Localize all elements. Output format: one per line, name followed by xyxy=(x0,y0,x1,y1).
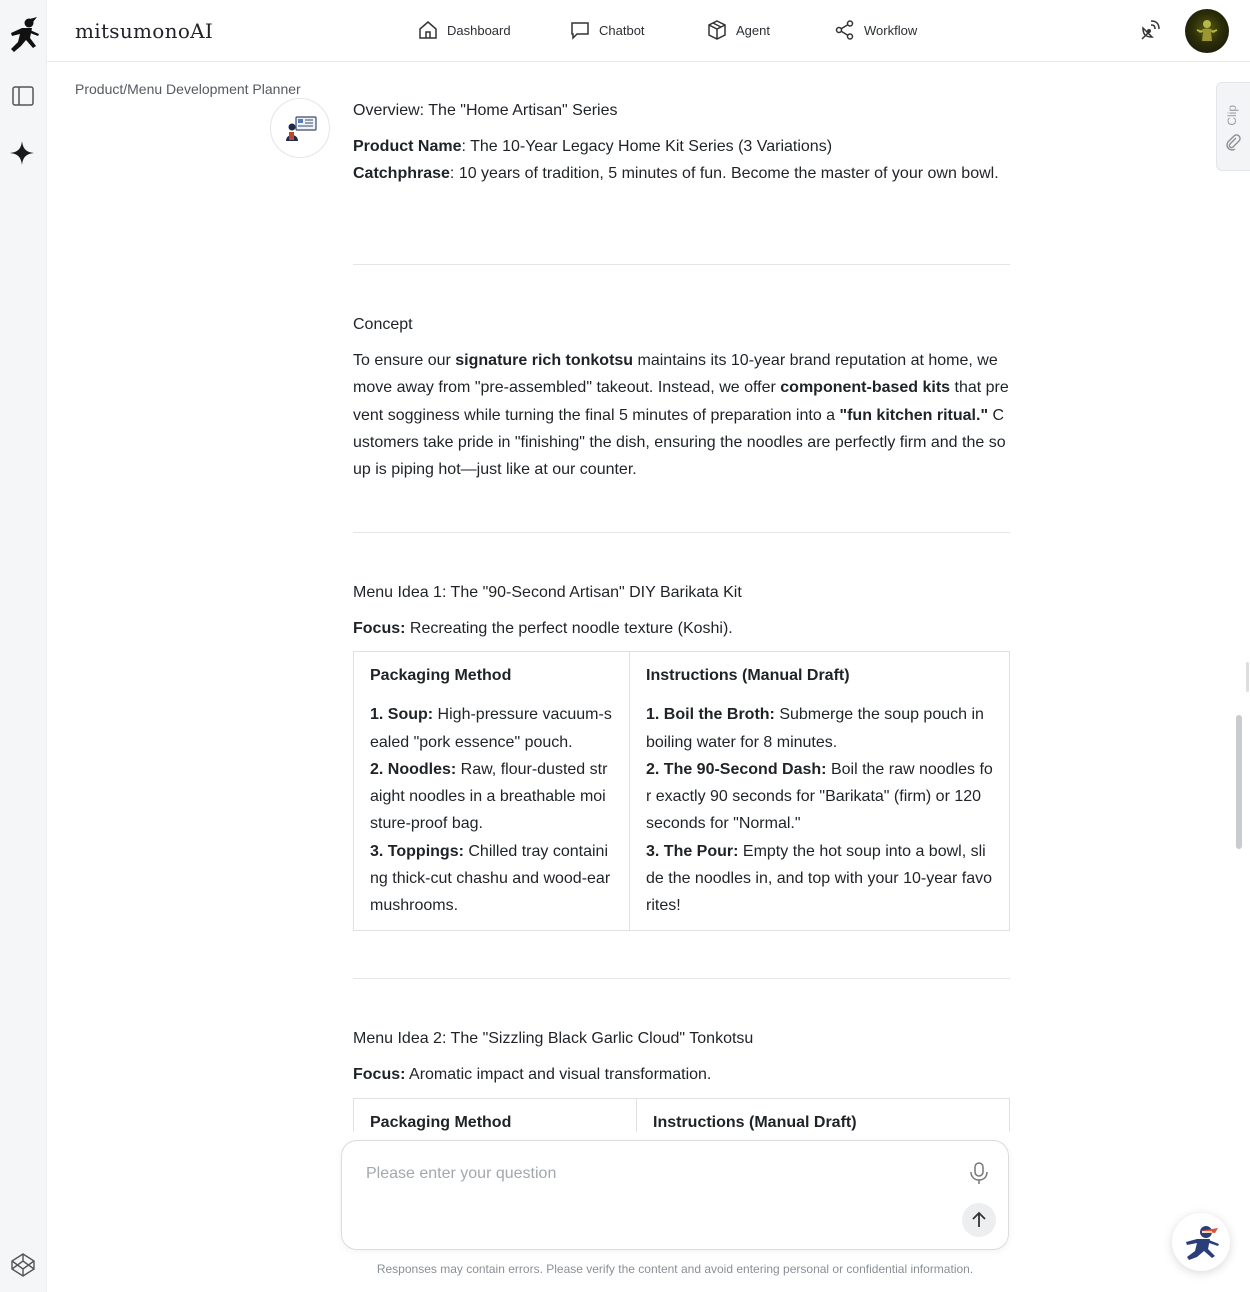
menu1-heading: Menu Idea 1: The "90-Second Artisan" DIY Barikata Kit xyxy=(353,584,742,601)
scroll-edge-handle xyxy=(1246,662,1249,692)
step-text: Submerge the soup pouch in boiling water for 8 minutes. xyxy=(646,706,984,751)
microphone-icon[interactable] xyxy=(968,1161,990,1185)
concept-heading: Concept xyxy=(353,316,413,333)
share-nodes-icon xyxy=(834,19,856,41)
arrow-up-icon xyxy=(970,1211,988,1229)
table-header-cell: Instructions (Manual Draft) xyxy=(630,652,1010,694)
concept-text-2: maintains its 10-year brand reputation at home, we move away from "pre-assembled" takeout. Instead, we offer xyxy=(353,352,998,397)
concept-bold-3: "fun kitchen ritual." xyxy=(839,406,989,424)
menu1-focus xyxy=(353,615,1010,642)
question-input[interactable] xyxy=(366,1161,926,1187)
step-text: Empty the hot soup into a bowl, slide the noodles in, and top with your 10-year favorites! xyxy=(646,842,992,915)
overview-heading: Overview: The "Home Artisan" Series xyxy=(353,102,618,119)
nav-dashboard-label: Dashboard xyxy=(447,22,511,38)
concept-text-3: that prevent sogginess while turning the final 5 minutes of preparation into a xyxy=(353,379,1009,424)
divider xyxy=(353,978,1010,979)
cube-icon xyxy=(706,19,728,41)
nav-workflow-label: Workflow xyxy=(864,22,918,38)
send-button[interactable] xyxy=(962,1203,996,1237)
step-label: 2. Noodles: xyxy=(370,760,457,778)
menu2-heading: Menu Idea 2: The "Sizzling Black Garlic Cloud" Tonkotsu xyxy=(353,1030,754,1047)
list-item xyxy=(646,838,993,920)
menu1-focus-value: Recreating the perfect noodle texture (Koshi). xyxy=(405,620,733,637)
list-item xyxy=(370,701,613,756)
planner-bot-icon xyxy=(284,113,318,145)
ninja-logo-icon[interactable] xyxy=(6,16,40,56)
table-header-cell: Instructions (Manual Draft) xyxy=(637,1099,1010,1141)
sparkle-icon[interactable] xyxy=(9,140,35,166)
brand-name: mitsumonoAI xyxy=(75,19,214,43)
menu2-focus-value: Aromatic impact and visual transformation. xyxy=(405,1066,712,1083)
divider xyxy=(353,264,1010,265)
catchphrase-line xyxy=(353,160,1010,187)
user-avatar[interactable] xyxy=(1185,9,1229,53)
breadcrumb[interactable]: Product/Menu Development Planner xyxy=(75,81,301,97)
concept-bold-1: signature rich tonkotsu xyxy=(455,352,634,369)
list-item xyxy=(646,756,993,838)
scrollbar-thumb[interactable] xyxy=(1236,715,1242,849)
nav-chatbot-label: Chatbot xyxy=(599,22,645,38)
step-text: Raw, flour-dusted straight noodles in a breathable moisture-proof bag. xyxy=(370,760,608,833)
list-item xyxy=(646,701,993,756)
concept-paragraph xyxy=(353,347,1010,483)
concept-text-1: To ensure our xyxy=(353,352,456,369)
step-text: High-pressure vacuum-sealed "pork essence" pouch. xyxy=(370,706,612,751)
concept-text-4: Customers take pride in "finishing" the dish, ensuring the noodles are perfectly firm and the soup is piping hot—just like at our counter. xyxy=(353,406,1006,479)
table-row xyxy=(354,693,1010,930)
paperclip-icon xyxy=(1224,133,1242,151)
codepen-icon[interactable] xyxy=(10,1252,36,1278)
concept-bold-2: component-based kits xyxy=(780,379,951,397)
nav-dashboard[interactable] xyxy=(417,19,511,41)
table-header-row xyxy=(354,652,1010,694)
product-name-value: : The 10-Year Legacy Home Kit Series (3 Variations) xyxy=(461,138,833,155)
instructions-cell xyxy=(630,693,1010,930)
left-rail xyxy=(0,0,47,1292)
step-label: 1. Soup: xyxy=(370,706,434,724)
avatar-figure-icon xyxy=(1185,9,1229,53)
clip-label: Clip xyxy=(1225,105,1239,126)
step-label: 2. The 90-Second Dash: xyxy=(646,760,827,778)
disclaimer-text: Responses may contain errors. Please verify the content and avoid entering personal or confidential information. xyxy=(376,1262,974,1276)
table-header-cell: Packaging Method xyxy=(354,1099,637,1141)
menu2-focus-label: Focus: xyxy=(353,1066,406,1083)
nav-workflow[interactable] xyxy=(834,19,917,41)
nav-agent[interactable] xyxy=(706,19,770,41)
catchphrase-value: : 10 years of tradition, 5 minutes of fun. Become the master of your own bowl. xyxy=(449,165,999,182)
divider xyxy=(353,532,1010,533)
step-text: Chilled tray containing thick-cut chashu and wood-ear mushrooms. xyxy=(370,842,611,915)
nav-agent-label: Agent xyxy=(736,22,770,38)
list-item xyxy=(370,838,613,920)
product-name-line xyxy=(353,133,1010,160)
ninja-mascot-icon xyxy=(1182,1222,1220,1262)
list-item xyxy=(370,756,613,838)
clip-tab[interactable] xyxy=(1216,82,1250,171)
step-label: 1. Boil the Broth: xyxy=(646,706,775,724)
menu2-focus xyxy=(353,1061,1010,1088)
table-header-cell: Packaging Method xyxy=(354,652,630,694)
product-name-label: Product Name xyxy=(353,138,462,155)
chat-bubble-icon xyxy=(569,19,591,41)
step-label: 3. The Pour: xyxy=(646,842,739,860)
catchphrase-label: Catchphrase xyxy=(353,165,450,182)
step-label: 3. Toppings: xyxy=(370,842,464,860)
home-icon xyxy=(417,19,439,41)
broadcast-icon[interactable] xyxy=(1137,19,1161,43)
menu1-focus-label: Focus: xyxy=(353,620,406,637)
nav-chatbot[interactable] xyxy=(569,19,645,41)
step-text: Boil the raw noodles for exactly 90 seconds for "Barikata" (firm) or 120 seconds for "Normal." xyxy=(646,760,993,833)
ninja-assistant-button[interactable] xyxy=(1172,1213,1230,1271)
chat-composer xyxy=(341,1140,1009,1250)
sidebar-toggle-icon[interactable] xyxy=(11,84,35,108)
menu1-table xyxy=(353,651,1010,931)
packaging-cell xyxy=(354,693,630,930)
assistant-avatar xyxy=(270,98,330,158)
top-header xyxy=(47,0,1250,62)
